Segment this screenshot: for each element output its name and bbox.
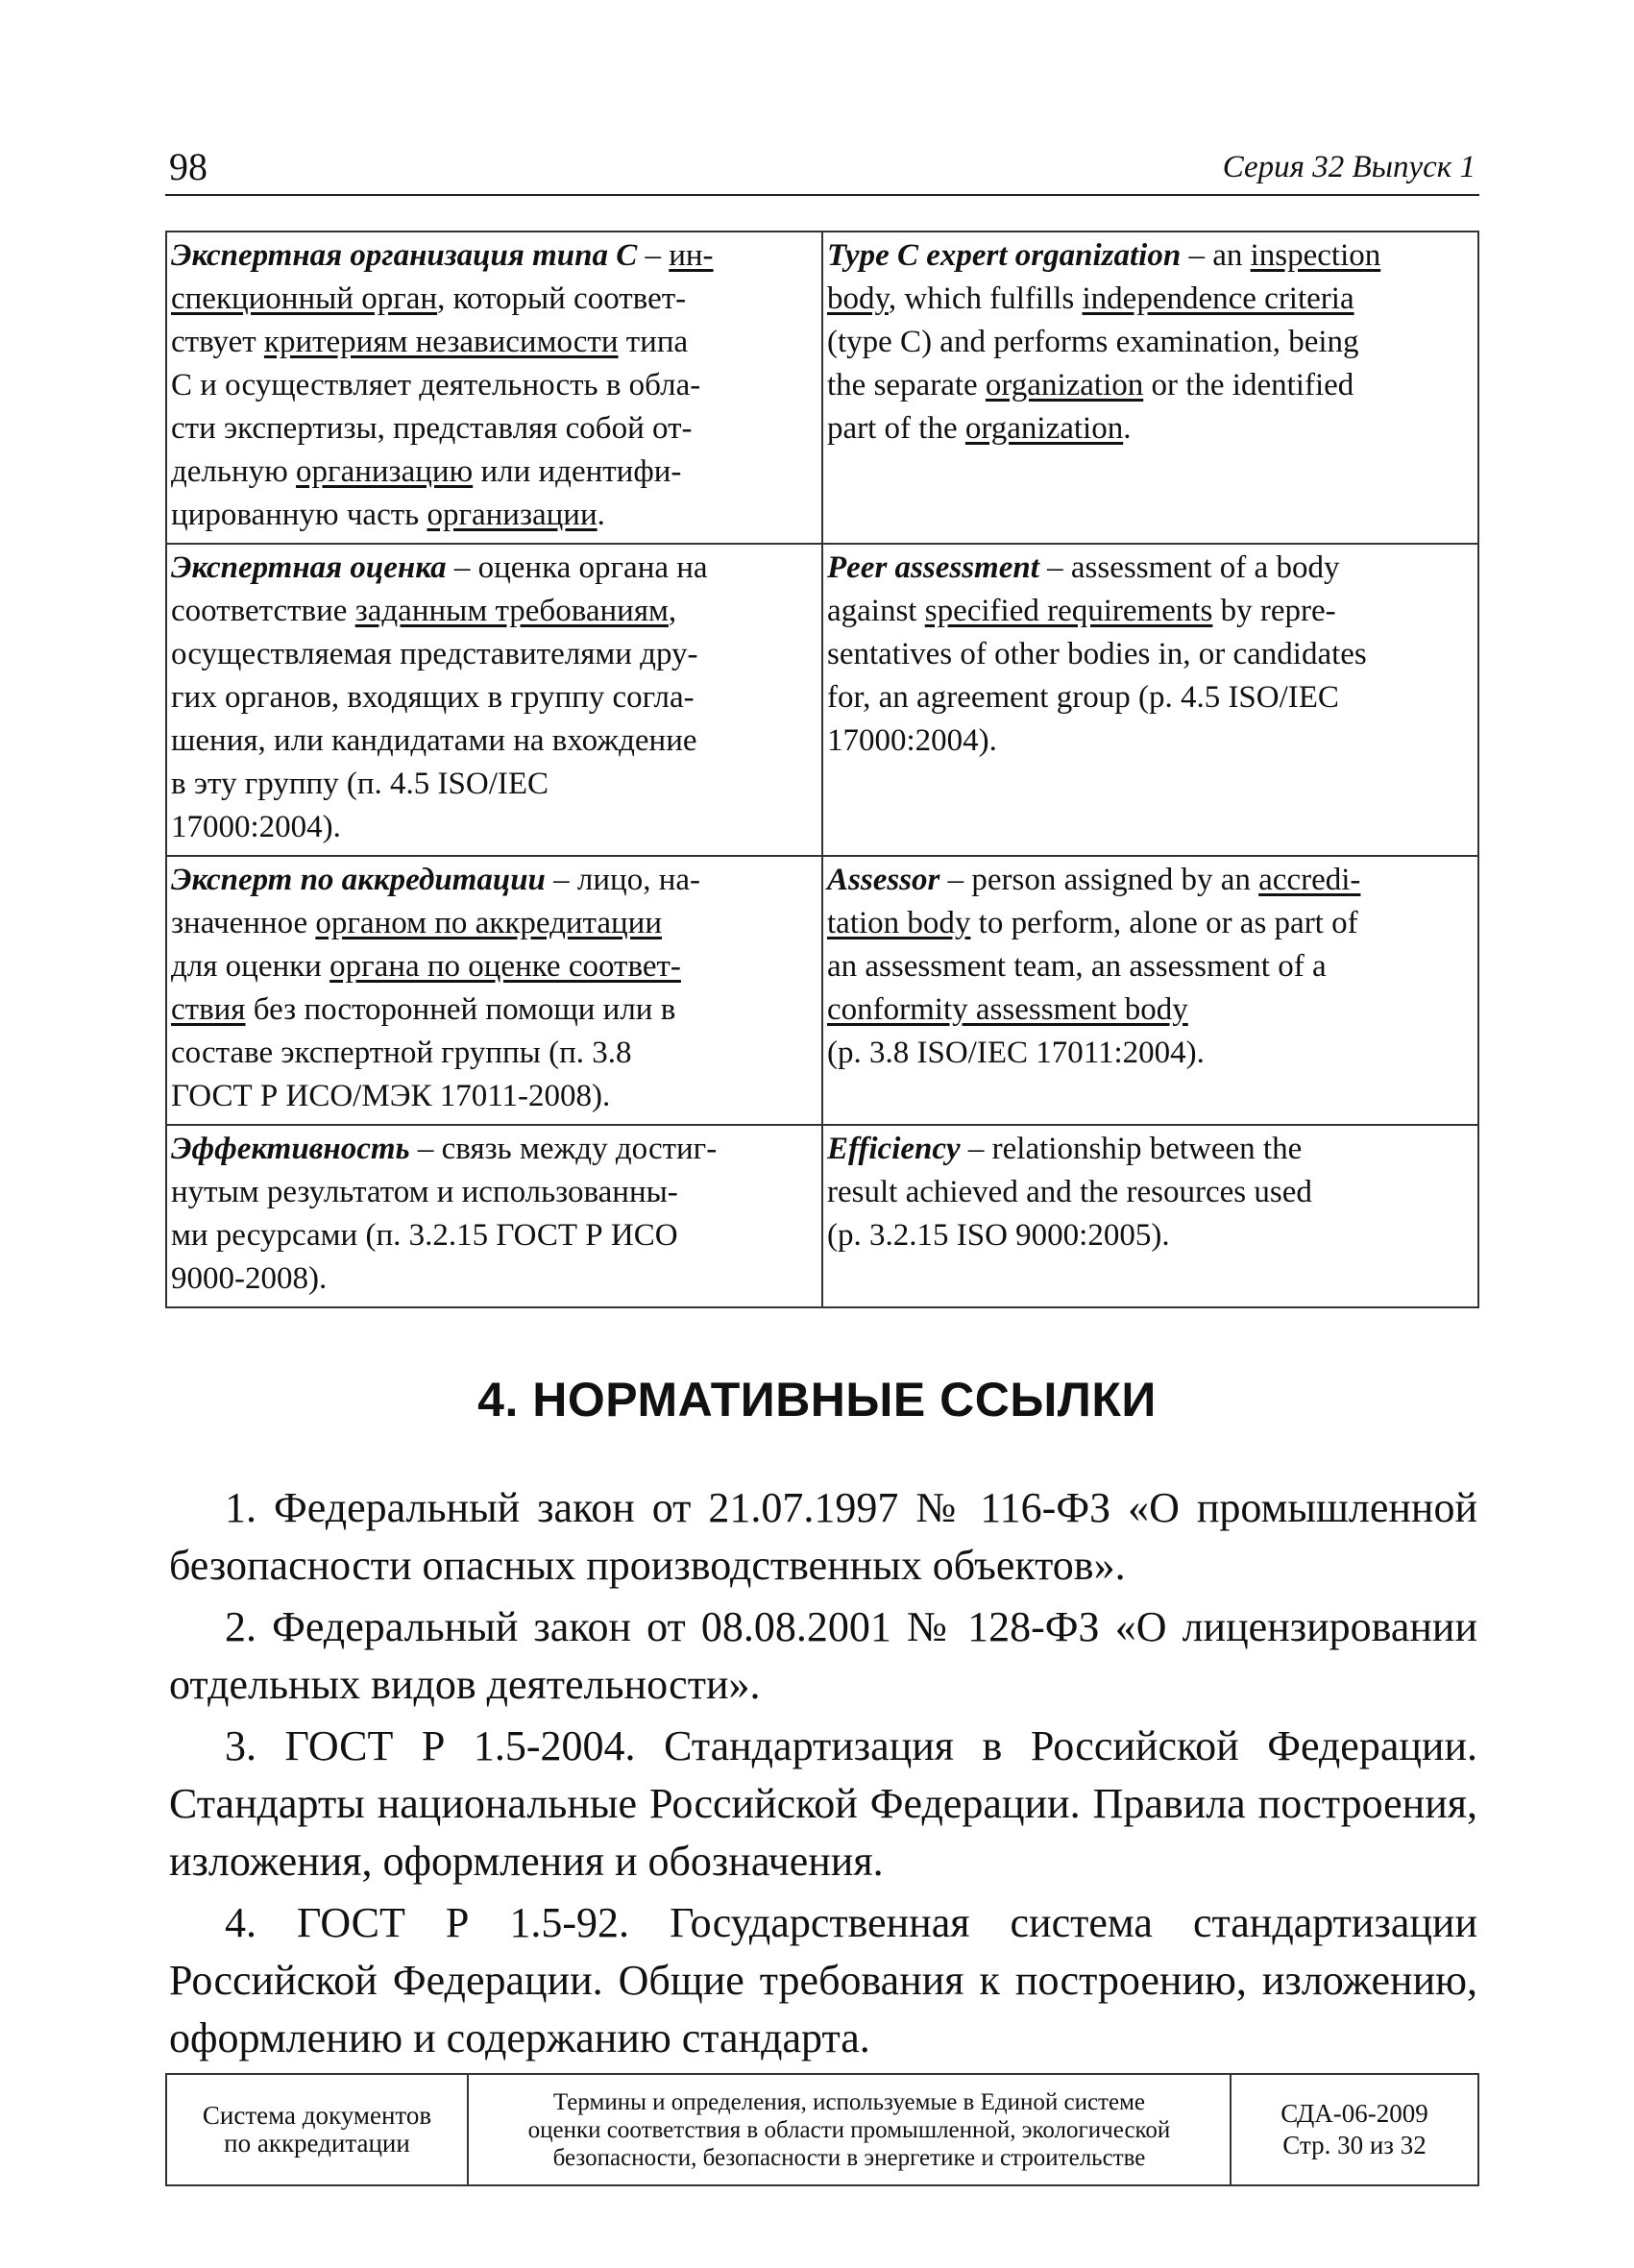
term-cell-ru <box>166 232 822 544</box>
definition-text: , который соответ- ствует <box>171 281 687 359</box>
terms-table <box>165 231 1479 1308</box>
definition-text: , осуществляемая представителями дру- гих органов, входящих в группу согла- шения, или кандидатами на вхождение в эту группу (п. 4.5 ISO/IEC 17000:2004). <box>171 594 698 844</box>
definition-text: , which fulfills <box>888 281 1083 316</box>
table-row <box>166 856 1478 1125</box>
footer-code: СДА-06-2009 <box>1280 2099 1428 2128</box>
reference-item: 1. Федеральный закон от 21.07.1997 № 116-ФЗ «О промышленной безопасности опасных производственных объектов». <box>169 1484 1477 1589</box>
definition-text: для оценки <box>171 949 322 984</box>
underlined-term: organization <box>964 411 1124 446</box>
term-cell-ru <box>166 544 822 856</box>
definition-text: – assessment of a body against <box>827 550 1340 628</box>
term-cell-ru <box>166 1125 822 1307</box>
underlined-term: органа по оценке соответ- ствия <box>171 949 681 1027</box>
term-name: Экспертная оценка <box>171 550 447 585</box>
reference-item: 2. Федеральный закон от 08.08.2001 № 128-ФЗ «О лицензировании отдельных видов деятельности». <box>169 1603 1477 1708</box>
term-cell-en <box>822 232 1478 544</box>
definition-text: – связь между достиг- нутым результатом и использованны- ми ресурсами (п. 3.2.15 ГОСТ Р ИСО 9000-2008). <box>171 1132 718 1296</box>
series-label: Серия 32 Выпуск 1 <box>1222 150 1475 184</box>
definition-text: (type C) and performs examination, being the separate <box>827 325 1359 402</box>
footer-page: Стр. 30 из 32 <box>1282 2131 1427 2159</box>
reference-item: 3. ГОСТ Р 1.5-2004. Стандартизация в Российской Федерации. Стандарты национальные Российской Федерации. Правила построения, изложения, оформления и обозначения. <box>169 1722 1477 1885</box>
underlined-term: specified requirements <box>924 594 1213 628</box>
underlined-term: заданным требованиям <box>354 594 669 628</box>
definition-text: – лицо, на- значенное <box>171 863 701 940</box>
underlined-term: организацию <box>296 454 474 489</box>
footer-system: Система документов по аккредитации <box>166 2074 468 2185</box>
term-name: Assessor <box>827 863 940 897</box>
term-name: Эксперт по аккредитации <box>171 863 546 897</box>
term-name: Efficiency <box>827 1132 961 1166</box>
section-title: 4. НОРМАТИВНЫЕ ССЫЛКИ <box>477 1373 1157 1427</box>
term-cell-en <box>822 544 1478 856</box>
footer-table <box>165 2073 1479 2186</box>
term-cell-ru <box>166 856 822 1125</box>
definition-text: – person assigned by an <box>939 863 1259 897</box>
table-row <box>166 1125 1478 1307</box>
references-list <box>169 1479 1477 2071</box>
term-name: Peer assessment <box>827 550 1039 585</box>
underlined-term: conformity assessment body <box>827 992 1188 1027</box>
table-row <box>166 544 1478 856</box>
definition-text: типа С и осуществляет деятельность в обла- сти экспертизы, представляя собой от- дельную <box>171 325 701 489</box>
definition-text: – an <box>1181 238 1251 273</box>
term-name: Эффективность <box>171 1132 410 1166</box>
underlined-term: органом по аккредитации <box>315 906 662 940</box>
definition-text: или идентифи- цированную часть <box>171 454 682 532</box>
definition-text: or the identified part of the <box>827 368 1354 446</box>
underlined-term: independence criteria <box>1082 281 1354 316</box>
underlined-term: accredi- tation body <box>827 863 1361 940</box>
definition-text: . <box>1123 411 1132 446</box>
page-number: 98 <box>169 145 207 188</box>
definition-text: без посторонней помощи или в составе экспертной группы (п. 3.8 ГОСТ Р ИСО/МЭК 17011-2008). <box>171 992 676 1113</box>
underlined-term: inspection body <box>827 238 1381 316</box>
definition-text: (p. 3.8 ISO/IEC 17011:2004). <box>827 1036 1205 1070</box>
underlined-term: organization <box>985 368 1144 402</box>
term-cell-en <box>822 1125 1478 1307</box>
term-cell-en <box>822 856 1478 1125</box>
definition-text: to perform, alone or as part of an assessment team, an assessment of a <box>827 906 1358 984</box>
underlined-term: критериям независимости <box>263 325 619 359</box>
definition-text: by repre- sentatives of other bodies in, or candidates for, an agreement group (p. 4.5 ISO/IEC 17000:2004). <box>827 594 1367 758</box>
underlined-term: организации <box>427 498 598 532</box>
term-name: Экспертная организация типа С <box>171 238 638 273</box>
term-name: Type C expert organization <box>827 238 1182 273</box>
table-row <box>166 232 1478 544</box>
footer-code-cell <box>1231 2074 1478 2185</box>
footer-title: Термины и определения, используемые в Единой системе оценки соответствия в области промышленной, экологической безопасности, безопасности в энергетике и строительстве <box>468 2074 1231 2185</box>
definition-text: . <box>597 498 605 532</box>
underlined-term: ин- спекционный орган <box>171 238 714 316</box>
page-header <box>165 144 1479 196</box>
reference-item: 4. ГОСТ Р 1.5-92. Государственная система стандартизации Российской Федерации. Общие требования к построению, изложению, оформлению и содержанию стандарта. <box>169 1899 1477 2061</box>
definition-text: – relationship between the result achieved and the resources used (p. 3.2.15 ISO 9000:2005). <box>827 1132 1312 1253</box>
definition-text: – <box>637 238 670 273</box>
definition-text: – оценка органа на соответствие <box>171 550 708 628</box>
